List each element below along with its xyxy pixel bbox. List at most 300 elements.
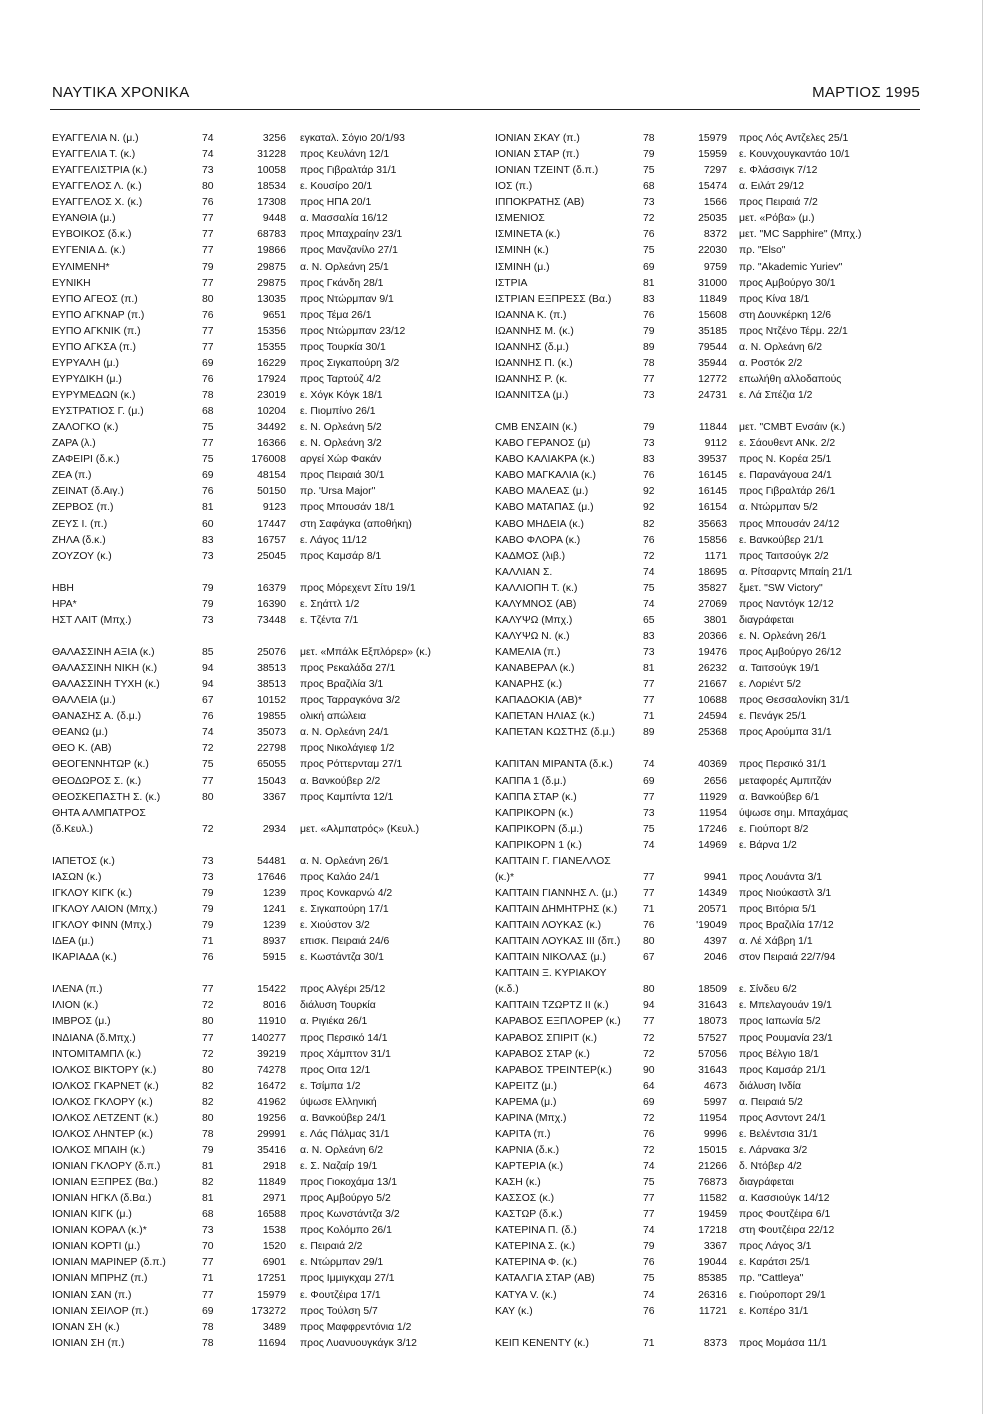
ship-status: στη Σαφάγκα (αποθήκη): [300, 518, 412, 530]
ship-status: ε. Λά Σπέζια 1/2: [739, 390, 813, 401]
tonnage: 29875: [257, 277, 286, 289]
ship-status: α. Ειλάτ 29/12: [739, 181, 805, 193]
build-year: 75: [202, 422, 214, 434]
ship-status: ύψωσε Ελληνική: [300, 1096, 377, 1108]
ship-name: ΚΑΠΤΑΙΝ ΝΙΚΟΛΑΣ (μ.): [495, 952, 607, 964]
ship-status: μετ. «Αλμπατρός» (Κευλ.): [300, 823, 420, 835]
build-year: 67: [643, 952, 655, 964]
build-year: 77: [202, 438, 214, 450]
tonnage: 17246: [698, 823, 727, 835]
ship-row: [495, 581, 915, 597]
ship-status: προς Περσικό 31/1: [739, 759, 827, 771]
tonnage: 17646: [257, 871, 286, 883]
ship-row: [52, 195, 472, 211]
ship-name: ΚΑΡΕΙΤΖ (μ.): [495, 1080, 557, 1092]
ship-name: ΚΑΠΙΤΑΝ ΜΙΡΑΝΤΑ (δ.κ.): [495, 759, 613, 771]
ship-status: α. Ν. Ορλεάνη 25/1: [300, 261, 389, 273]
ship-row: [52, 725, 472, 741]
tonnage: 31000: [698, 277, 727, 289]
ship-row: [52, 1320, 472, 1336]
ship-status: προς Μανζανίλο 27/1: [300, 245, 398, 257]
ship-status: προς Λός Αντζελες 25/1: [739, 133, 849, 144]
ship-row: [495, 468, 915, 484]
ship-row: [52, 131, 472, 147]
ship-status: προς Μπουσάν 24/12: [739, 518, 840, 530]
build-year: 80: [202, 181, 214, 193]
ship-name: ΚΑΠΤΑΙΝ ΓΙΑΝΝΗΣ Λ. (μ.): [495, 887, 618, 899]
ship-name: ΖΕΡΒΟΣ (π.): [52, 502, 114, 514]
ship-name: ΙΩΑΝΝΗΣ Ρ. (κ.: [495, 373, 568, 385]
build-year: 69: [643, 775, 655, 787]
ship-row: [52, 1079, 472, 1095]
header-rule: [50, 109, 920, 110]
tonnage: 2934: [262, 823, 286, 835]
build-year: 80: [202, 1112, 214, 1124]
build-year: 77: [202, 341, 214, 353]
ship-name: ΙΟΝΑΝ ΣΗ (κ.): [52, 1321, 120, 1333]
ship-row: [495, 211, 915, 227]
ship-row: [52, 597, 472, 613]
ship-name: ΙΟΝΙΑΝ ΚΙΓΚ (μ.): [52, 1209, 132, 1221]
build-year: 79: [643, 325, 655, 337]
tonnage: 39219: [257, 1048, 286, 1060]
build-year: 92: [643, 502, 655, 514]
ship-name: ΚΑΠΡΙΚΟΡΝ (δ.μ.): [495, 823, 583, 835]
ship-row: [495, 292, 915, 308]
ship-row: [495, 1239, 915, 1255]
ship-name: ΙΝΤΟΜΙΤΑΜΠΛ (κ.): [52, 1048, 142, 1060]
ship-name: ΙΟΝΙΑΝ ΜΑΡΙΝΕΡ (δ.π.): [52, 1257, 166, 1269]
build-year: 77: [202, 1289, 214, 1301]
tonnage: 25368: [698, 727, 727, 739]
build-year: 77: [643, 373, 655, 385]
build-year: 73: [202, 550, 214, 562]
ship-status: στη Φουτζέιρα 22/12: [739, 1225, 835, 1237]
tonnage: 35416: [257, 1144, 286, 1156]
build-year: 90: [643, 1064, 655, 1076]
ship-name: ΚΑΠΕΤΑΝ ΗΛΙΑΣ (κ.): [495, 711, 595, 723]
build-year: 60: [202, 518, 214, 530]
tonnage: 35073: [257, 727, 286, 739]
tonnage: 11849: [698, 293, 727, 305]
tonnage: 19476: [698, 647, 727, 658]
ship-name: ΙΓΚΛΟΥ ΛΑΙΟΝ (Μπχ.): [52, 904, 158, 915]
ship-status: α. Πειραιά 5/2: [739, 1096, 803, 1108]
ship-name: ΙΣΤΡΙΑ: [495, 277, 528, 289]
build-year: 89: [643, 341, 655, 353]
build-year: 68: [643, 181, 655, 193]
tonnage: 20571: [698, 904, 727, 915]
ship-status: διάλυση Ινδία: [739, 1080, 801, 1092]
build-year: 73: [202, 1225, 214, 1237]
ship-row: [52, 1288, 472, 1304]
build-year: 77: [202, 325, 214, 337]
ship-row: [495, 661, 915, 677]
build-year: 73: [202, 855, 214, 867]
ship-row: [52, 179, 472, 195]
ship-row: [52, 966, 472, 982]
ship-row: [495, 276, 915, 292]
tonnage: 9123: [262, 502, 286, 514]
tonnage: 14969: [698, 839, 727, 851]
ship-row: [495, 195, 915, 211]
ship-status: μετ. "CMBT Ενσάιν (κ.): [739, 422, 846, 434]
tonnage: 25045: [257, 550, 286, 562]
ship-row: [495, 886, 915, 902]
build-year: 77: [643, 887, 655, 899]
tonnage: 57527: [698, 1032, 727, 1044]
ship-name: ΚΑΛΥΨΩ Ν. (κ.): [495, 630, 570, 642]
ship-status: ε. Λάρνακα 3/2: [739, 1144, 808, 1156]
ship-name: ΙΟΛΚΟΣ ΓΚΑΡΝΕΤ (κ.): [52, 1080, 159, 1092]
build-year: 76: [643, 1128, 655, 1140]
ship-name: ΚΑΣΣΟΣ (κ.): [495, 1193, 555, 1205]
build-year: 78: [202, 1321, 214, 1333]
ship-status: α. Ν. Ορλεάνη 24/1: [300, 727, 389, 739]
ship-name: ΖΑΡΑ (λ.): [52, 438, 96, 450]
build-year: 79: [643, 149, 655, 161]
tonnage: 16366: [257, 438, 286, 450]
ship-name: ΙΟΝΙΑΝ ΜΠΡΗΖ (π.): [52, 1273, 148, 1285]
ship-row: [52, 581, 472, 597]
build-year: 71: [643, 904, 655, 915]
ship-status: προς Αμβούργο 5/2: [300, 1193, 391, 1205]
ship-name: ΕΥΓΕΝΙΑ Δ. (κ.): [52, 245, 126, 257]
ship-status: προς Αρούμπα 31/1: [739, 727, 832, 739]
ship-status: α. Ριγιέκα 26/1: [300, 1016, 368, 1028]
build-year: 77: [643, 1016, 655, 1028]
ship-status: προς Μόρεχεντ Σίτυ 19/1: [300, 582, 416, 594]
tonnage: 23019: [257, 390, 286, 401]
ship-row: [495, 1014, 915, 1030]
build-year: 76: [202, 197, 214, 209]
ship-status: προς Ντώρμπαν 9/1: [300, 293, 394, 305]
build-year: 79: [202, 582, 214, 594]
ship-name: ΚΑΡΑΒΟΣ ΣΠΙΡΙΤ (κ.): [495, 1032, 597, 1044]
ship-name: ΚΑΤΕΡΙΝΑ Φ. (κ.): [495, 1257, 577, 1269]
ship-name: ΙΛΕΝΑ (π.): [52, 984, 103, 996]
build-year: 94: [202, 679, 214, 691]
tonnage: 14349: [698, 887, 727, 899]
tonnage: 10688: [698, 695, 727, 707]
ship-status: προς Τουρκία 30/1: [300, 341, 386, 353]
ship-status: ε. Βελέντσια 31/1: [739, 1128, 818, 1140]
ship-status: μετ. «Ρόβα» (μ.): [739, 213, 815, 225]
ship-name: ΚΑΡΕΜΑ (μ.): [495, 1096, 557, 1108]
tonnage: 21266: [698, 1161, 727, 1172]
ship-name: CMB ΕΝΣΑΙΝ (κ.): [495, 422, 578, 434]
ship-name: ΘΑΛΑΣΣΙΝΗ ΝΙΚΗ (κ.): [52, 663, 158, 675]
ship-name: (δ.Κευλ.): [52, 823, 93, 835]
ship-status: προς Βραζιλία 3/1: [300, 679, 384, 691]
ship-row: [52, 1271, 472, 1287]
ship-status: προς Ναντόγκ 12/12: [739, 598, 834, 610]
build-year: 76: [643, 1305, 655, 1317]
ship-row: [52, 934, 472, 950]
tonnage: 3801: [703, 614, 727, 626]
ship-name: ΙΟΝΙΑΝ ΣΗ (π.): [52, 1337, 125, 1349]
ship-row: [52, 549, 472, 565]
ship-row: [495, 1159, 915, 1175]
ship-row: [495, 757, 915, 773]
tonnage: 15356: [257, 325, 286, 337]
ship-status: ε. Ντώρμπαν 29/1: [300, 1257, 384, 1269]
ship-name: ΚΑΛΥΜΝΟΣ (ΑΒ): [495, 598, 577, 610]
build-year: 68: [202, 406, 214, 418]
tonnage: 2971: [262, 1193, 286, 1205]
build-year: 80: [643, 984, 655, 996]
tonnage: 2046: [703, 952, 727, 964]
ship-name: ΗΡΑ*: [52, 598, 77, 610]
ship-name: ΙΟΝΙΑΝ ΚΟΡΤΙ (μ.): [52, 1241, 141, 1253]
ship-status: προς ΗΠΑ 20/1: [300, 197, 372, 209]
ship-row: [52, 982, 472, 998]
tonnage: 11929: [698, 791, 727, 803]
ship-row: [495, 806, 915, 822]
ship-row: [495, 1127, 915, 1143]
ship-row: [52, 741, 472, 757]
ship-status: ε. Παρανάγουα 24/1: [739, 470, 832, 482]
ship-row: [495, 452, 915, 468]
tonnage: 9112: [704, 438, 727, 450]
ship-status: προς Αμβούργο 26/12: [739, 647, 842, 658]
ship-status: προς Σιγκαπούρη 3/2: [300, 357, 400, 369]
ship-name: ΘΕΟΣΚΕΠΑΣΤΗ Σ. (κ.): [52, 791, 161, 803]
ship-name: ΙΩΑΝΝΙΤΣΑ (μ.): [495, 390, 569, 401]
ship-status: στη Δουνκέρκη 12/6: [739, 309, 832, 321]
ship-row: [495, 629, 915, 645]
build-year: 76: [202, 486, 214, 498]
build-year: 77: [202, 775, 214, 787]
tonnage: 8373: [703, 1337, 727, 1349]
tonnage: 19459: [698, 1209, 727, 1221]
ship-status: ε. Μπελαγουάν 19/1: [739, 1000, 832, 1012]
ship-name: ΚΑΠΠΑ ΣΤΑΡ (κ.): [495, 791, 577, 803]
ship-row: [495, 709, 915, 725]
build-year: 94: [202, 663, 214, 675]
tonnage: 19256: [257, 1112, 286, 1124]
ship-row: [52, 468, 472, 484]
ship-row: [52, 1239, 472, 1255]
build-year: 76: [202, 373, 214, 385]
ship-name: ΙΟΝΙΑΝ ΕΞΠΡΕΣ (Βα.): [52, 1177, 158, 1189]
ship-name: ΚΑΒΟ ΜΑΓΚΑΛΙΑ (κ.): [495, 470, 597, 482]
build-year: 79: [202, 904, 214, 915]
ship-row: [52, 324, 472, 340]
tonnage: 16229: [257, 357, 286, 369]
ship-status: προς Περσικό 14/1: [300, 1032, 388, 1044]
ship-name: ΚΑΡΤΕΡΙΑ (κ.): [495, 1161, 564, 1172]
tonnage: 31643: [698, 1000, 727, 1012]
ship-status: ε. Σηάττλ 1/2: [300, 598, 360, 610]
ship-status: ολική απώλεια: [300, 711, 367, 723]
build-year: 73: [202, 871, 214, 883]
build-year: 71: [202, 936, 214, 948]
ship-status: πρ. "Elso": [739, 245, 786, 257]
build-year: 75: [643, 582, 655, 594]
ship-row: [52, 629, 472, 645]
build-year: 69: [202, 1305, 214, 1317]
tonnage: 11954: [698, 807, 727, 819]
ship-name: ΘΕΟΓΕΝΝΗΤΩΡ (κ.): [52, 759, 149, 771]
ship-name: ΚΑΤΕΡΙΝΑ Σ. (κ.): [495, 1241, 576, 1253]
tonnage: 16390: [257, 598, 286, 610]
build-year: 79: [202, 598, 214, 610]
build-year: 69: [202, 357, 214, 369]
tonnage: 11694: [257, 1337, 286, 1349]
build-year: 74: [643, 1161, 655, 1172]
ship-name: (κ.)*: [495, 871, 515, 883]
ship-row: [52, 243, 472, 259]
build-year: 89: [643, 727, 655, 739]
build-year: 77: [202, 1257, 214, 1269]
ship-name: ΕΥΑΓΓΕΛΟΣ Λ. (κ.): [52, 181, 142, 193]
tonnage: 79544: [698, 341, 727, 353]
tonnage: 9996: [703, 1128, 727, 1140]
ship-row: [52, 404, 472, 420]
tonnage: 1566: [703, 197, 727, 209]
ship-status: ε. Λάγος 11/12: [300, 534, 367, 546]
ship-status: προς Βραζιλία 17/12: [739, 920, 834, 932]
ship-name: ΙΣΜΙΝΗ (μ.): [495, 261, 550, 273]
tonnage: 11910: [257, 1016, 286, 1028]
ship-status: α. Βανκούβερ 2/2: [300, 775, 381, 787]
build-year: 83: [643, 293, 655, 305]
ship-status: αργεί Χώρ Φακάν: [300, 454, 382, 466]
ship-name: ΙΝΔΙΑΝΑ (δ.Μπχ.): [52, 1032, 136, 1044]
build-year: 76: [202, 711, 214, 723]
ship-status: ε. Χόγκ Κόγκ 18/1: [300, 390, 383, 401]
ship-status: ε. Πενάγκ 25/1: [739, 711, 807, 723]
ship-name: ΚΑΠΡΙΚΟΡΝ 1 (κ.): [495, 839, 582, 851]
ship-status: ε. Φουτζέιρα 17/1: [300, 1289, 381, 1301]
ship-name: ΙΩΑΝΝΗΣ Π. (κ.): [495, 357, 573, 369]
ship-status: α. Ν. Ορλεάνη 6/2: [739, 341, 822, 353]
build-year: 72: [643, 1112, 655, 1124]
tonnage: 140277: [251, 1032, 286, 1044]
ship-row: [52, 661, 472, 677]
ship-name: ΙΣΜΙΝΗ (κ.): [495, 245, 549, 257]
build-year: 71: [643, 711, 655, 723]
ship-name: ΗΒΗ: [52, 582, 74, 594]
ship-name: ΚΑΣΤΩΡ (δ.κ.): [495, 1209, 563, 1221]
ship-row: [495, 838, 915, 854]
build-year: 78: [202, 390, 214, 401]
ship-name: ΘΕΟΔΩΡΟΣ Σ. (κ.): [52, 775, 142, 787]
ship-row: [495, 356, 915, 372]
ship-status: εγκαταλ. Σόγιο 20/1/93: [300, 133, 405, 144]
ship-name: ΕΥΑΓΓΕΛΙΑ Ν. (μ.): [52, 133, 139, 144]
ship-row: [52, 420, 472, 436]
ship-status: προς Πειραιά 7/2: [739, 197, 818, 209]
ship-row: [52, 356, 472, 372]
tonnage: 17251: [257, 1273, 286, 1285]
ship-name: ΕΥΛΙΜΕΝΗ*: [52, 261, 110, 273]
ship-row: [52, 1336, 472, 1352]
ship-row: [495, 147, 915, 163]
build-year: 76: [643, 1257, 655, 1269]
build-year: 80: [202, 1064, 214, 1076]
tonnage: 15856: [698, 534, 727, 546]
ship-row: [495, 1223, 915, 1239]
ship-row: [495, 404, 915, 420]
tonnage: '19049: [696, 920, 727, 932]
ship-row: [52, 1111, 472, 1127]
ship-row: [495, 372, 915, 388]
ship-status: προς Καμσάρ 8/1: [300, 550, 382, 562]
build-year: 79: [202, 261, 214, 273]
ship-row: [52, 436, 472, 452]
ship-status: προς Μπαχραίην 23/1: [300, 229, 403, 241]
build-year: 64: [643, 1080, 655, 1092]
tonnage: 18695: [698, 566, 727, 578]
ship-row: [495, 1320, 915, 1336]
ship-name: ΕΥΡΥΑΛΗ (μ.): [52, 357, 120, 369]
tonnage: 10058: [257, 165, 286, 177]
ship-row: [495, 741, 915, 757]
ship-status: α. Ροστόκ 2/2: [739, 357, 803, 369]
build-year: 77: [643, 871, 655, 883]
build-year: 74: [643, 839, 655, 851]
ship-name: ΖΕΑ (π.): [52, 470, 92, 482]
ship-row: [495, 179, 915, 195]
ship-status: α. Ν. Ορλεάνη 6/2: [300, 1144, 383, 1156]
ship-row: [495, 870, 915, 886]
tonnage: 15422: [257, 984, 286, 996]
build-year: 71: [643, 1337, 655, 1349]
ship-name: ΖΕΥΣ Ι. (π.): [52, 518, 108, 530]
ship-row: [52, 709, 472, 725]
build-year: 81: [643, 663, 655, 675]
ship-row: [52, 1175, 472, 1191]
ship-name: ΚΑΠΤΑΙΝ ΛΟΥΚΑΣ (κ.): [495, 920, 602, 932]
ship-name: ΚΑΛΛΙΑΝ Σ.: [495, 566, 553, 578]
build-year: 83: [643, 454, 655, 466]
build-year: 77: [643, 1209, 655, 1221]
build-year: 72: [643, 1048, 655, 1060]
ship-row: [495, 131, 915, 147]
build-year: 72: [643, 550, 655, 562]
ship-status: ε. Γιούροπορτ 29/1: [739, 1289, 826, 1301]
ship-status: μεταφορές Αμπιτζάν: [739, 775, 832, 787]
build-year: 82: [202, 1080, 214, 1092]
ship-status: ε. Κουνχουγκαντάο 10/1: [739, 149, 850, 161]
tonnage: 1239: [262, 920, 286, 932]
tonnage: 38513: [257, 663, 286, 675]
page-edge: [982, 0, 983, 1414]
tonnage: 15608: [698, 309, 727, 321]
ship-name: ΙΑΣΩΝ (κ.): [52, 871, 102, 883]
ship-name: ΚΑΝΑΡΗΣ (κ.): [495, 679, 563, 691]
ship-name: ΘΑΝΑΣΗΣ Α. (δ.μ.): [52, 711, 142, 723]
ship-row: [495, 1095, 915, 1111]
ship-status: επισκ. Πειραιά 24/6: [300, 936, 390, 948]
ship-name: ΙΣΜΕΝΙΟΣ: [495, 213, 545, 225]
tonnage: 12772: [698, 373, 727, 385]
build-year: 79: [643, 422, 655, 434]
tonnage: 3489: [262, 1321, 286, 1333]
ship-name: ΙΟΝΙΑΝ ΣΚΑΥ (π.): [495, 133, 580, 144]
ship-status: μετ. "MC Sapphire" (Μπχ.): [739, 229, 862, 241]
ship-row: [52, 645, 472, 661]
ship-name: ΙΟΝΙΑΝ ΣΤΑΡ (π.): [495, 149, 580, 161]
ship-status: ε. Χιούστον 3/2: [300, 920, 370, 932]
ship-row: [495, 1288, 915, 1304]
ship-row: [495, 613, 915, 629]
ship-name: ΙΟΝΙΑΝ ΤΖΕΙΝΤ (δ.π.): [495, 165, 599, 177]
ship-status: προς Καμπίντα 12/1: [300, 791, 394, 803]
build-year: 70: [202, 1241, 214, 1253]
